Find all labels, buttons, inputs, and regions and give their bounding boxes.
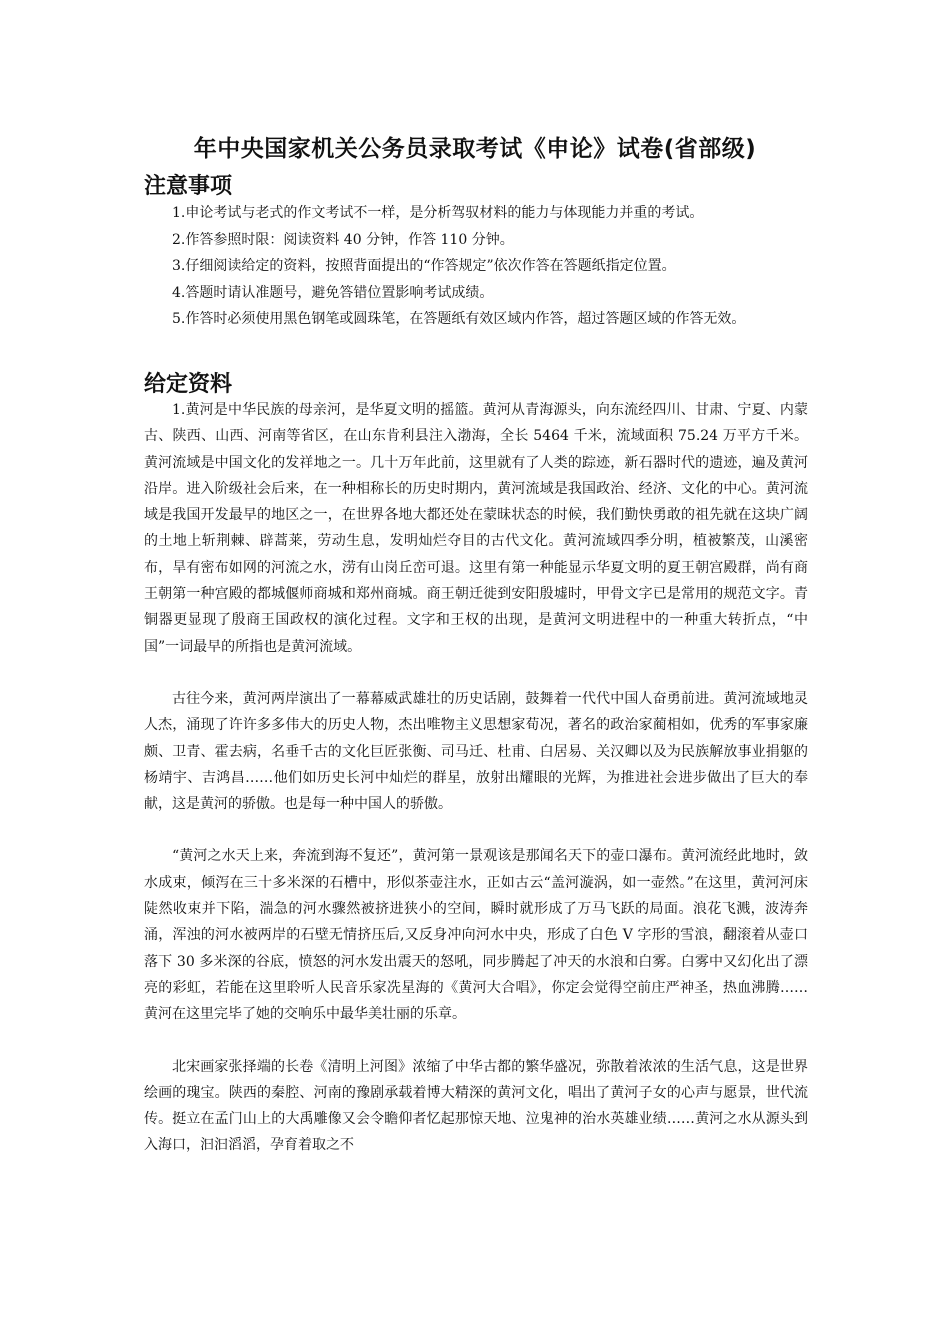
notice-item: 5.作答时必须使用黑色钢笔或圆珠笔，在答题纸有效区域内作答，超过答题区域的作答无效。 (172, 311, 746, 327)
notice-item: 4.答题时请认准题号，避免答错位置影响考试成绩。 (172, 284, 494, 301)
material-paragraph: 古往今来，黄河两岸演出了一幕幕威武雄壮的历史话剧，鼓舞着一代代中国人奋勇前进。黄河流域地灵人杰，涌现了许许多多伟大的历史人物，杰出唯物主义思想家荀况，著名的政治家蔺相如，优秀的军事家廉颇、卫青、霍去病，名垂千古的文化巨匠张衡、司马迁、杜甫、白居易、关汉卿以及为民族解放事业捐躯的杨靖宇、吉鸿昌……他们如历史长河中灿烂的群星，放射出耀眼的光辉，为推进社会进步做出了巨大的奉献，这是黄河的骄傲。也是每一种中国人的骄傲。 (144, 690, 808, 813)
material-paragraph: “黄河之水天上来，奔流到海不复还”，黄河第一景观该是那闻名天下的壶口瀑布。黄河流经此地时，敛水成束，倾泻在三十多米深的石槽中，形似茶壶注水，正如古云“盖河漩涡，如一壶然。”在这里，黄河河床陡然收束并下陷，湍急的河水骤然被挤进狭小的空间，瞬时就形成了万马飞跃的局面。浪花飞溅，波涛奔涌，浑浊的河水被两岸的石壁无情挤压后,又反身冲向河水中央，形成了白色 V 字形的雪浪，翻滚着从壶口落下 30 多米深的谷底，愤怒的河水发出震天的怒吼，同步腾起了冲天的水浪和白雾。白雾中又幻化出了漂亮的彩虹，若能在这里聆听人民音乐家冼星海的《黄河大合唱》，你定会觉得空前庄严神圣，热血沸腾……黄河在这里完毕了她的交响乐中最华美壮丽的乐章。 (144, 848, 808, 1023)
material-paragraph: 北宋画家张择端的长卷《清明上河图》浓缩了中华古都的繁华盛况，弥散着浓浓的生活气息，这是世界绘画的瑰宝。陕西的秦腔、河南的豫剧承载着博大精深的黄河文化，唱出了黄河子女的心声与愿景，世代流传。挺立在孟门山上的大禹雕像又会令瞻仰者忆起那惊天地、泣鬼神的治水英雄业绩……黄河之水从源头到入海口，汩汩滔滔，孕育着取之不 (144, 1058, 808, 1154)
materials-heading: 给定资料 (144, 372, 233, 397)
notice-list (144, 200, 808, 333)
notice-item: 1.申论考试与老式的作文考试不一样，是分析驾驭材料的能力与体现能力并重的考试。 (172, 205, 704, 221)
notice-heading: 注意事项 (144, 174, 233, 199)
document-title: 年中央国家机关公务员录取考试《申论》试卷(省部级) (193, 136, 757, 162)
notice-item: 2.作答参照时限：阅读资料 40 分钟，作答 110 分钟。 (172, 231, 514, 248)
materials-body (144, 397, 808, 1185)
notice-item: 3.仔细阅读给定的资料，按照背面提出的“作答规定”依次作答在答题纸指定位置。 (172, 258, 676, 274)
material-paragraph: 1.黄河是中华民族的母亲河，是华夏文明的摇篮。黄河从青海源头，向东流经四川、甘肃、宁夏、内蒙古、陕西、山西、河南等省区，在山东肯利县注入渤海，全长 5464 千米，流域面积 75.24 万平方千米。黄河流域是中国文化的发祥地之一。几十万年此前，这里就有了人类的踪迹，新石器时代的遗迹，遍及黄河沿岸。进入阶级社会后来，在一种相称长的历史时期内，黄河流域是我国政治、经济、文化的中心。黄河流域是我国开发最早的地区之一，在世界各地大都还处在蒙昧状态的时候，我们勤快勇敢的祖先就在这块广阔的土地上斩荆棘、辟蒿莱，劳动生息，发明灿烂夺目的古代文化。黄河流域四季分明，植被繁茂，山溪密布，旱有密布如网的河流之水，涝有山岗丘峦可退。这里有第一种能显示华夏文明的夏王朝宫殿群，尚有商王朝第一种宫殿的都城偃师商城和郑州商城。商王朝迁徙到安阳殷墟时，甲骨文字已是常用的规范文字。青铜器更显现了殷商王国政权的演化过程。文字和王权的出现，是黄河文明进程中的一种重大转折点，“中国”一词最早的所指也是黄河流域。 (144, 402, 808, 655)
